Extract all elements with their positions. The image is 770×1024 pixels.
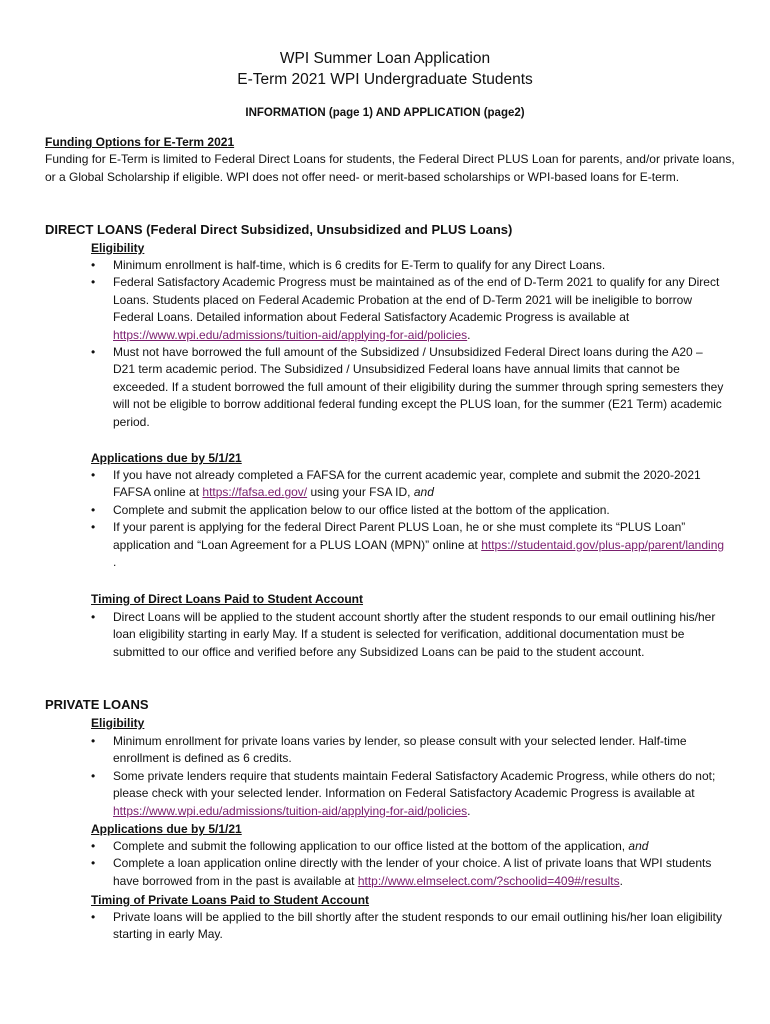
private-applications-list xyxy=(91,838,725,890)
private-eligibility-heading: Eligibility xyxy=(91,716,145,730)
private-sap-policy-link[interactable]: https://www.wpi.edu/admissions/tuition-aid/applying-for-aid/policies xyxy=(113,803,468,818)
private-eligibility-list xyxy=(91,733,725,820)
list-item: • Minimum enrollment for private loans varies by lender, so please consult with your selected lender. Half-time enrollment is defined as 6 credits. xyxy=(91,734,687,766)
direct-applications-heading: Applications due by 5/1/21 xyxy=(91,451,242,465)
direct-eligibility-list xyxy=(91,257,725,431)
direct-applications-list xyxy=(91,467,725,571)
list-item: • If you have not already completed a FAFSA for the current academic year, complete and submit the 2020-2021 FAFSA online at https://fafsa.ed.gov/ using your FSA ID, and xyxy=(91,468,701,500)
sap-policy-link[interactable]: https://www.wpi.edu/admissions/tuition-aid/applying-for-aid/policies xyxy=(113,327,468,342)
private-timing-list xyxy=(91,909,725,944)
direct-eligibility-heading: Eligibility xyxy=(91,241,145,255)
list-item: • Minimum enrollment is half-time, which is 6 credits for E-Term to qualify for any Direct Loans. xyxy=(91,258,606,272)
direct-timing-heading: Timing of Direct Loans Paid to Student Account xyxy=(91,592,364,606)
document-subtitle-term: E-Term 2021 WPI Undergraduate Students xyxy=(237,71,533,88)
list-item: • Federal Satisfactory Academic Progress must be maintained as of the end of D-Term 2021 to qualify for any Direct Loans. Students placed on Federal Academic Probation at the end of D-Term 2021 will be ineligible to borrow Federal Loans. Detailed information about Federal Satisfactory Academic Progress is available at https://www.wpi.edu/admissions/tuition-aid/applying-for-aid/policies. xyxy=(91,275,720,342)
list-item: • Complete and submit the application below to our office listed at the bottom of the application. xyxy=(91,502,610,517)
private-applications-heading: Applications due by 5/1/21 xyxy=(91,822,242,836)
private-timing-heading: Timing of Private Loans Paid to Student Account xyxy=(91,893,370,907)
private-loans-heading: PRIVATE LOANS xyxy=(45,697,149,712)
elmselect-link[interactable]: http://www.elmselect.com/?schoolid=409#/results xyxy=(357,873,620,888)
page-info-line: INFORMATION (page 1) AND APPLICATION (page2) xyxy=(245,107,525,119)
list-item: • Some private lenders require that students maintain Federal Satisfactory Academic Progress, while others do not; please check with your selected lender. Information on Federal Satisfactory Academic Progress is available at https://www.wpi.edu/admissions/tuition-aid/applying-for-aid/policies. xyxy=(91,768,716,818)
list-item: • Complete a loan application online directly with the lender of your choice. A list of private loans that WPI students have borrowed from in the past is available at http://www.elmselect.com/?schoolid=409#/results. xyxy=(91,856,712,888)
list-item: • If your parent is applying for the federal Direct Parent PLUS Loan, he or she must complete its “PLUS Loan” application and “Loan Agreement for a PLUS LOAN (MPN)” online at https://studentaid.gov/plus-app/parent/landing . xyxy=(91,520,725,570)
document-title: WPI Summer Loan Application xyxy=(279,50,491,67)
funding-text: Funding for E-Term is limited to Federal Direct Loans for students, the Federal Direct PLUS Loan for parents, and/or private loans, or a Global Scholarship if eligible. WPI does not offer need- or merit-based scholarships or WPI-based loans for E-term. xyxy=(45,152,735,184)
list-item: • Complete and submit the following application to our office listed at the bottom of the application, and xyxy=(91,839,649,853)
list-item: • Direct Loans will be applied to the student account shortly after the student responds to our email outlining his/her loan eligibility starting in early May. If a student is selected for verification, additional documentation must be submitted to our office and verified before any Subsidized Loans can be paid to the student account. xyxy=(91,610,716,659)
direct-loans-heading: DIRECT LOANS (Federal Direct Subsidized, Unsubsidized and PLUS Loans) xyxy=(45,222,513,237)
direct-timing-list xyxy=(91,609,725,661)
funding-heading: Funding Options for E-Term 2021 xyxy=(45,135,235,149)
list-item: • Private loans will be applied to the bill shortly after the student responds to our email outlining his/her loan eligibility starting in early May. xyxy=(91,910,723,942)
funding-options-section xyxy=(45,134,735,186)
plus-loan-link[interactable]: https://studentaid.gov/plus-app/parent/landing xyxy=(481,537,725,552)
fafsa-link[interactable]: https://fafsa.ed.gov/ xyxy=(202,485,308,500)
list-item: • Must not have borrowed the full amount of the Subsidized / Unsubsidized Federal Direct loans during the A20 – D21 term academic period. The Subsidized / Unsubsidized Federal loans have annual limits that cannot be exceeded. If a student borrowed the full amount of their eligibility during the summer through spring semesters they will not be eligible to borrow additional federal funding except the PLUS loan, for the summer (E21 Term) academic period. xyxy=(91,345,724,429)
